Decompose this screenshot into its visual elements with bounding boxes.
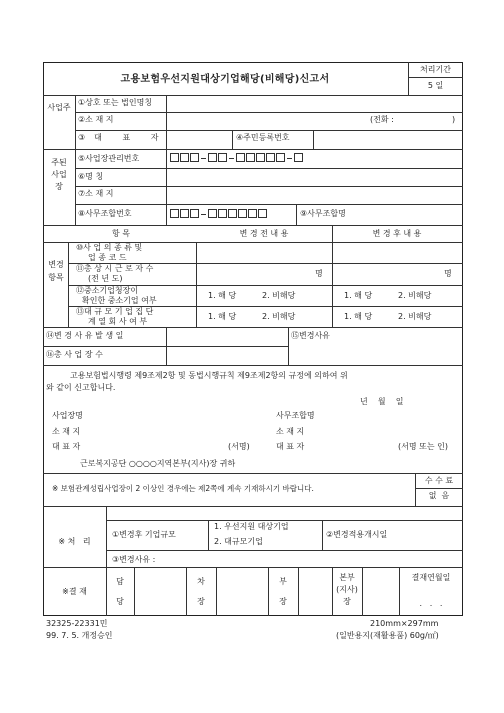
divider [43,473,463,474]
owner-address-field[interactable] [167,113,367,129]
divider [268,567,269,616]
approval-date-value[interactable]: . . . [419,599,443,608]
divider [106,567,107,616]
divider [43,149,463,150]
size-option-1[interactable]: 1. 우선지원 대상기업 [214,522,289,531]
right-union-name-label: 사무조합명 [276,411,315,420]
sme-after-yes[interactable]: 1. 해 당 [344,291,373,300]
employee-count-label-2: (전 년 도) [88,274,123,283]
divider [75,95,76,225]
approval-staff-top: 담 [116,577,124,586]
divider [322,520,323,550]
divider [332,225,333,327]
union-number-label: ⑧사무조합번호 [78,209,132,218]
large-group-label: ⑬대 규 모 기 업 집 단 [76,307,154,316]
paper-size: 210mm×297mm [370,619,439,628]
divider [296,204,297,225]
form-approved: 99. 7. 5. 개정승인 [46,631,113,640]
resident-id-field[interactable] [314,131,462,148]
processing-label: ※ 처 리 [58,537,91,546]
change-date-label: ⑭변 경 사 유 발 생 일 [46,331,124,340]
approval-deputy-top: 차 [197,577,205,586]
form-title: 고용보험우선지원대상기업해당(비해당)신고서 [120,74,330,85]
total-workplaces-field[interactable] [167,347,287,364]
total-workplaces-label: ⑯총 사 업 장 수 [46,350,103,359]
fee-value: 없 음 [428,491,450,500]
representative-field[interactable] [167,131,231,148]
left-signature[interactable]: (서명) [228,442,250,451]
right-rep-label: 대 표 자 [276,442,305,451]
col-before-header: 변 경 전 내 용 [239,229,289,238]
representative-label: ③대 표 자 [78,133,168,142]
processing-period-label: 처리기간 [420,65,451,74]
company-name-label: ①상호 또는 법인명칭 [78,98,153,107]
sme-after-no[interactable]: 2. 비해당 [398,291,432,300]
group-after-yes[interactable]: 1. 해 당 [344,312,373,321]
processing-reason-field[interactable] [170,551,462,566]
after-unit: 명 [444,269,452,278]
company-name-field[interactable] [167,96,462,111]
sme-before-yes[interactable]: 1. 해 당 [208,291,237,300]
approval-deputy-bottom: 장 [197,597,205,606]
divider [166,204,167,225]
divider [232,130,233,149]
note-text: ※ 보험관계성립사업장이 2 이상인 경우에는 제2쪽에 계속 기재하시기 바랍니다. [52,484,314,493]
approval-director-sign[interactable] [299,568,331,615]
mgmt-number-label: ⑤사업장관리번호 [78,154,140,163]
mgmt-number-boxes[interactable] [170,153,310,165]
divider [415,488,463,489]
before-unit: 명 [315,269,323,278]
divider [186,567,187,616]
approval-head-a: 본부 [339,573,355,582]
processing-reason-label: ③변경사유 : [112,555,156,564]
group-before-yes[interactable]: 1. 해 당 [208,312,237,321]
after-size-label: ①변경후 기업규모 [112,530,176,539]
right-address-label: 소 재 지 [276,427,305,436]
declaration-text-1: 고용보험법시행령 제9조제2항 및 동법시행규칙 제9조제2항의 규정에 의하여 위 [70,371,348,380]
divider [166,149,167,168]
divider [408,77,463,78]
recipient: 근로복지공단 ○○○○지역본부(지사)장 귀하 [80,459,236,468]
apply-date-label: ②변경적용개시일 [326,530,388,539]
business-type-after[interactable] [333,243,462,262]
change-reason-label: ⑮변경사유 [291,331,330,340]
phone-close: ) [452,115,456,124]
change-reason-field[interactable] [289,343,462,364]
left-workplace-name-label: 사업장명 [52,411,83,420]
approval-director-bottom: 장 [279,597,287,606]
employee-count-label: ⑪총 상 시 근 로 자 수 [76,264,154,273]
phone-label: (전화 : [370,115,394,124]
union-name-label: ⑨사무조합명 [300,209,346,218]
owner-section-label: 사업주 [47,103,71,112]
office-address-field[interactable] [167,187,462,203]
office-name-label: ⑥명 칭 [78,172,104,181]
fee-label: 수 수 료 [424,476,454,485]
approval-head-b: (지사) [336,585,358,594]
changes-section-label: 변경항목 [48,260,64,282]
business-type-label: ⑩사 업 의 종 류 및 [76,243,143,252]
group-after-no[interactable]: 2. 비해당 [398,312,432,321]
size-option-2[interactable]: 2. 대규모기업 [214,537,263,546]
divider [43,225,463,226]
paper-type: (일반용지(재활용품) 60g/㎡) [336,631,439,640]
declaration-date: 년 월 일 [360,397,404,406]
col-after-header: 변 경 후 내 용 [372,229,422,238]
owner-address-label: ②소 재 지 [78,115,114,124]
divider [208,520,209,550]
approval-director-top: 부 [279,577,287,586]
col-item-header: 항 목 [112,229,130,238]
approval-label: ※결 재 [62,587,87,596]
approval-head-c: 장 [343,597,351,606]
union-name-field[interactable] [360,205,462,224]
sme-before-no[interactable]: 2. 비해당 [262,291,296,300]
business-type-label-2: 업 종 코 드 [88,253,127,262]
declaration-text-2: 와 같이 신고합니다. [46,383,116,392]
right-signature[interactable]: (서명 또는 인) [398,442,448,451]
approval-date-label: 결재연월일 [411,573,451,582]
approval-head-sign[interactable] [363,568,398,615]
office-address-label: ⑦소 재 지 [78,189,114,198]
approval-staff-sign[interactable] [135,568,185,615]
left-rep-label: 대 표 자 [52,442,81,451]
approval-deputy-sign[interactable] [217,568,267,615]
office-name-field[interactable] [167,169,462,185]
change-date-field[interactable] [167,328,287,345]
business-type-before[interactable] [197,243,331,262]
union-number-boxes[interactable] [170,209,280,221]
group-before-no[interactable]: 2. 비해당 [262,312,296,321]
main-office-section-label: 주된사업장 [51,158,67,191]
sme-confirmed-label-2: 확인한 중소기업 여부 [82,296,157,305]
sme-confirmed-label: ⑫중소기업청장이 [76,286,139,295]
divider [106,520,463,521]
form-code: 32325-22331민 [46,619,108,628]
left-address-label: 소 재 지 [52,427,81,436]
approval-staff-bottom: 당 [116,597,124,606]
processing-period-value: 5 일 [427,81,444,90]
resident-id-label: ④주민등록번호 [236,133,290,142]
large-group-label-2: 계 열 회 사 여 부 [88,317,148,326]
divider [43,365,463,366]
